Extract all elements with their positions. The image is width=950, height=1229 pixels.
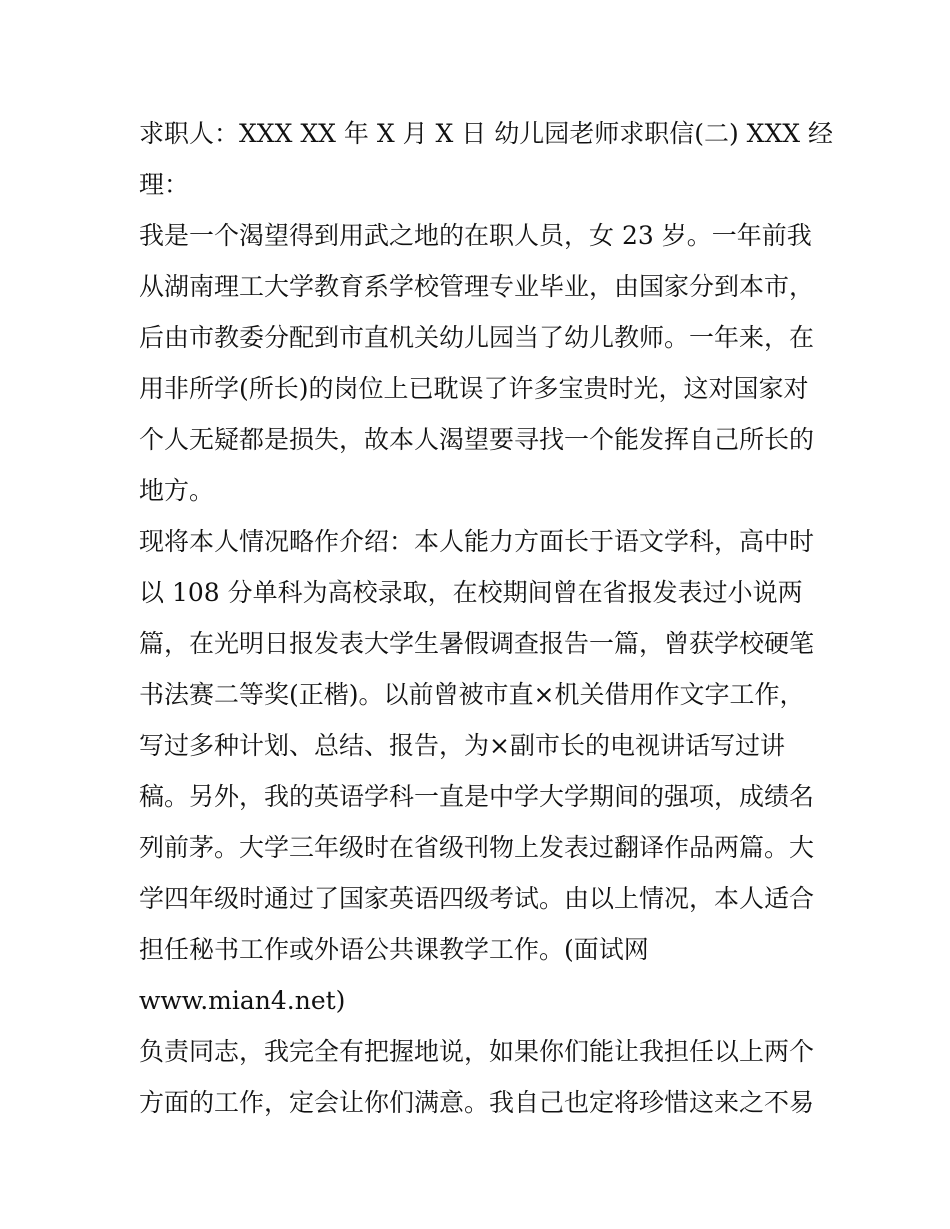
text-line: 篇，在光明日报发表大学生暑假调查报告一篇，曾获学校硬笔 [139,629,815,658]
text-line: 稿。另外，我的英语学科一直是中学大学期间的强项，成绩名 [139,782,815,811]
text-line: 地方。 [139,476,215,505]
text-line: 担任秘书工作或外语公共课教学工作。(面试网 [139,935,649,964]
text-line: 从湖南理工大学教育系学校管理专业毕业，由国家分到本市， [139,272,815,301]
text-line: 个人无疑都是损失，故本人渴望要寻找一个能发挥自己所长的 [139,425,815,454]
text-line: 以 108 分单科为高校录取，在校期间曾在省报发表过小说两 [139,578,803,607]
text-line: 学四年级时通过了国家英语四级考试。由以上情况，本人适合 [139,884,815,913]
text-line: www.mian4.net) [139,986,346,1015]
text-line: 用非所学(所长)的岗位上已耽误了许多宝贵时光，这对国家对 [139,374,809,403]
text-line: 现将本人情况略作介绍：本人能力方面长于语文学科，高中时 [139,527,815,556]
text-line: 列前茅。大学三年级时在省级刊物上发表过翻译作品两篇。大 [139,833,815,862]
text-line: 书法赛二等奖(正楷)。以前曾被市直×机关借用作文字工作， [139,680,805,709]
letter-body [139,108,834,1128]
text-line: 写过多种计划、总结、报告，为×副市长的电视讲话写过讲 [139,731,785,760]
text-line: 方面的工作，定会让你们满意。我自己也定将珍惜这来之不易 [139,1088,815,1117]
text-line: 负责同志，我完全有把握地说，如果你们能让我担任以上两个 [139,1037,815,1066]
text-line: 理： [139,170,190,199]
text-line: 后由市教委分配到市直机关幼儿园当了幼儿教师。一年来，在 [139,323,815,352]
text-line: 我是一个渴望得到用武之地的在职人员，女 23 岁。一年前我 [139,221,812,250]
text-line: 求职人：XXX XX 年 X 月 X 日 幼儿园老师求职信(二) XXX 经 [139,119,834,148]
